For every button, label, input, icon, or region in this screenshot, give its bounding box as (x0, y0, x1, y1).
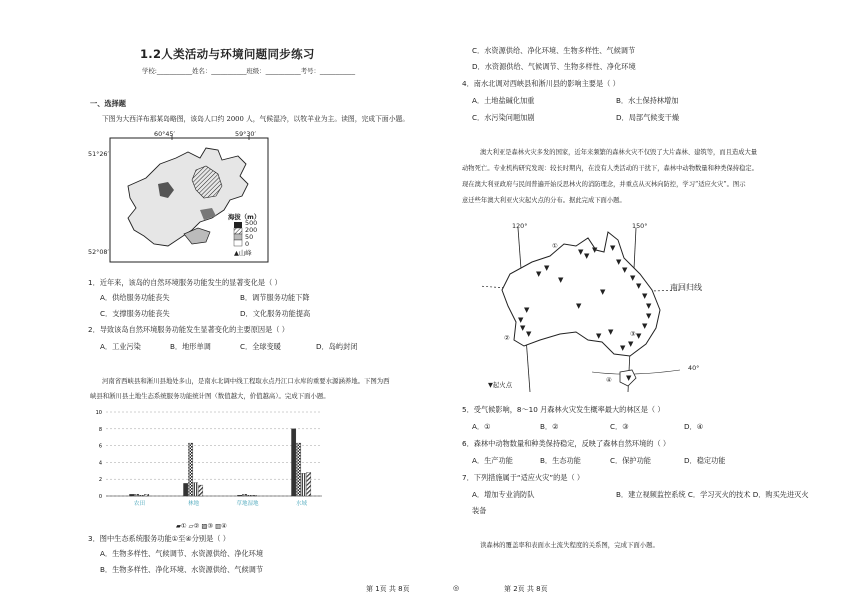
question-4-option-a[interactable]: A．土地盐碱化加重 (472, 96, 535, 105)
chart-ytick-label: 8 (98, 426, 102, 433)
legend-peak: ▲山峰 (234, 249, 252, 257)
chart-bar (242, 494, 246, 496)
svg-text:▼: ▼ (600, 288, 606, 296)
region-label-3: ③ (630, 330, 636, 338)
question-7-option-bcd[interactable]: B．建立视频监控系统 C．学习灭火的技术 D．购买先进灭火 (616, 490, 809, 499)
question-4-option-c[interactable]: C．水污染问题加剧 (472, 113, 535, 122)
svg-text:▼: ▼ (526, 330, 532, 338)
region-label-4: ④ (606, 376, 612, 384)
chart-ytick-label: 2 (98, 477, 102, 484)
chart-bar (183, 483, 187, 496)
svg-text:▼: ▼ (630, 274, 636, 282)
svg-text:▼: ▼ (628, 340, 634, 348)
page-title: 1.2人类活动与环境问题同步练习 (140, 47, 315, 61)
chart-bar (193, 483, 197, 496)
intro-paragraph-4: 读森林的覆盖率和表面水土流失程度的关系图，完成下面小题。 (480, 541, 659, 549)
svg-text:▼: ▼ (642, 322, 648, 330)
question-1-option-d[interactable]: D．文化服务功能提高 (240, 309, 311, 318)
svg-text:▼: ▼ (608, 328, 614, 336)
question-2-stem: 2．导致该岛自然环境服务功能发生显著变化的主要原因是（ ） (88, 325, 289, 334)
question-7-stem: 7．下列措施属于“适应火灾”的是（ ） (462, 473, 585, 482)
map-longitude-120: 120° (512, 222, 528, 230)
question-3-option-d[interactable]: D．水资源供给、气候调节、生物多样性、净化环境 (472, 62, 636, 71)
intro-paragraph-3-line-1: 澳大利亚是森林火灾多发的国家，近年来频繁的森林火灾不仅毁了大片森林、建筑等，而且造成大量 (480, 149, 758, 156)
svg-text:▼: ▼ (616, 258, 622, 266)
question-6-stem: 6．森林中动物数量和种类保持稳定，反映了森林自然环境的（ ） (462, 439, 671, 448)
intro-paragraph-2-line-1: 河南省西峡县和淅川县地处多山，是南水北调中线工程取水点丹江口水库的重要水源涵养地。下图为西 (102, 377, 390, 385)
question-1-option-a[interactable]: A．供给服务功能丧失 (100, 293, 170, 302)
chart-bar (301, 473, 305, 496)
region-label-1: ① (552, 242, 558, 250)
svg-text:▼: ▼ (636, 332, 642, 340)
section-heading: 一、选择题 (90, 99, 126, 108)
fire-point-legend: ▼起火点 (488, 381, 513, 389)
intro-paragraph-3-line-4: 意迁些年澳大利亚火灾起火点的分布。据此完成下面小题。 (462, 197, 626, 204)
chart-bar (252, 495, 256, 496)
question-6-option-d[interactable]: D．稳定功能 (684, 456, 726, 465)
svg-text:▼: ▼ (558, 276, 564, 284)
question-2-option-b[interactable]: B．地形单调 (170, 342, 211, 351)
question-4-option-d[interactable]: D．局部气候变干燥 (616, 113, 680, 122)
map-longitude-east: 59°30′ (235, 130, 256, 138)
legend-title: 海拔（m） (228, 213, 261, 221)
svg-text:▼: ▼ (584, 252, 590, 260)
svg-text:▼: ▼ (596, 332, 602, 340)
chart-bar (139, 495, 143, 496)
svg-text:▼: ▼ (524, 306, 530, 314)
chart-bar (237, 495, 241, 496)
chart-category-label: 林地 (187, 501, 199, 507)
question-2-option-a[interactable]: A．工业污染 (100, 342, 141, 351)
svg-text:▼: ▼ (646, 312, 652, 320)
question-5-option-c[interactable]: C．③ (610, 422, 629, 431)
map-latitude-north: 51°26′ (88, 150, 109, 158)
footer-binding-mark: ◎ (453, 584, 460, 592)
ecosystem-service-chart (86, 404, 326, 520)
legend-level-0: 0 (245, 240, 250, 248)
intro-paragraph-3-line-3: 现在澳大利亚政府与民间普遍开始反思林火的消防理念，并重点从灭林向防控，学习“适应火灾”。图示 (462, 181, 746, 188)
question-1-option-c[interactable]: C．支撑服务功能丧失 (100, 309, 170, 318)
svg-text:▼: ▼ (620, 344, 626, 352)
question-6-option-c[interactable]: C．保护功能 (610, 456, 651, 465)
chart-legend: ▰① ▱② ▨③ ▥④ (176, 522, 227, 530)
chart-bar (129, 494, 133, 496)
svg-text:▼: ▼ (544, 264, 550, 272)
region-label-2: ② (504, 334, 510, 342)
question-5-option-b[interactable]: B．② (540, 422, 559, 431)
svg-text:▼: ▼ (622, 266, 628, 274)
svg-text:▼: ▼ (592, 246, 598, 254)
svg-text:▼: ▼ (610, 244, 616, 252)
question-1-option-b[interactable]: B．调节服务功能下降 (240, 293, 310, 302)
question-7-option-d-continued: 装备 (472, 506, 487, 515)
map-longitude-west: 60°45′ (154, 130, 175, 138)
question-3-option-b[interactable]: B．生物多样性、净化环境、水资源供给、气候调节 (100, 565, 264, 574)
chart-bar (144, 494, 148, 496)
svg-text:▼: ▼ (520, 324, 526, 332)
question-3-stem: 3．图中生态系统服务功能①至④分别是（ ） (88, 534, 230, 543)
legend-level-200: 200 (245, 226, 258, 234)
question-6-option-b[interactable]: B．生态功能 (540, 456, 581, 465)
question-3-option-c[interactable]: C．水资源供给、净化环境、生物多样性、气候调节 (472, 46, 636, 55)
chart-ytick-label: 4 (98, 460, 102, 467)
intro-paragraph-3-line-2: 动物死亡。专业机构研究发现：较长时期内，在没有人类活动的干扰下，森林中动物数量和种类保持稳定。 (462, 165, 758, 172)
question-3-option-a[interactable]: A．生物多样性、气候调节、水资源供给、净化环境 (100, 549, 264, 558)
chart-bar (247, 495, 251, 496)
question-2-option-c[interactable]: C．全球变暖 (240, 342, 281, 351)
question-5-option-d[interactable]: D．④ (684, 422, 704, 431)
question-7-option-a[interactable]: A．增加专业消防队 (472, 490, 535, 499)
svg-text:▼: ▼ (626, 374, 632, 382)
chart-bar (134, 494, 138, 496)
question-1-stem: 1．近年来，该岛的自然环境服务功能发生的显著变化是（ ） (88, 278, 282, 287)
chart-bar (296, 443, 300, 496)
question-4-stem: 4．南水北调对西峡县和淅川县的影响主要是（ ） (462, 79, 620, 88)
legend-level-500: 500 (245, 219, 258, 227)
chart-category-label: 草地湿地 (236, 501, 259, 507)
chart-ytick-label: 0 (98, 494, 102, 500)
svg-text:▼: ▼ (646, 302, 652, 310)
map-longitude-150: 150° (632, 222, 648, 230)
intro-paragraph-2-line-2: 峡县和淅川县土地生态系统服务功能统计图（数值越大，价值越高）。完成下面小题。 (90, 392, 330, 400)
footer-page-left: 第 1页 共 8页 (366, 585, 410, 593)
chart-bar (306, 472, 310, 496)
svg-text:▼: ▼ (578, 248, 584, 256)
australia-fire-map (480, 222, 710, 394)
chart-bar (291, 429, 295, 496)
chart-bar (188, 443, 192, 496)
svg-text:▼: ▼ (642, 292, 648, 300)
svg-text:▼: ▼ (518, 316, 524, 324)
chart-ytick-label: 6 (98, 443, 102, 450)
question-2-option-d[interactable]: D．岛屿封闭 (316, 342, 358, 351)
question-5-stem: 5．受气候影响，8～10 月森林火灾发生概率最大的林区是（ ） (462, 405, 665, 414)
right-page (440, 0, 860, 608)
footer-page-right: 第 2页 共 8页 (504, 585, 548, 593)
map-latitude-40: 40° (688, 364, 700, 372)
svg-text:▼: ▼ (576, 302, 582, 310)
chart-category-label: 水域 (295, 501, 307, 507)
svg-text:▼: ▼ (636, 282, 642, 290)
island-map (88, 130, 274, 266)
question-4-option-b[interactable]: B．水土保持林增加 (616, 96, 679, 105)
legend-level-50: 50 (245, 233, 254, 241)
map-latitude-south: 52°08′ (88, 248, 109, 256)
chart-bar (198, 485, 202, 496)
intro-paragraph-1: 下图为大西洋布那某岛略图，该岛人口约 2000 人，气候湿冷，以牧羊业为主。读图，完成下面小题。 (102, 115, 410, 123)
question-6-option-a[interactable]: A．生产功能 (472, 456, 513, 465)
tropic-of-capricorn-label: 南回归线 (670, 283, 702, 292)
chart-category-label: 农田 (133, 501, 145, 507)
chart-ytick-label: 10 (95, 410, 102, 416)
question-5-option-a[interactable]: A．① (472, 422, 491, 431)
student-info-line: 学校:___________姓名：___________班级：___________考号：___________ (142, 67, 356, 75)
svg-text:▼: ▼ (536, 270, 542, 278)
